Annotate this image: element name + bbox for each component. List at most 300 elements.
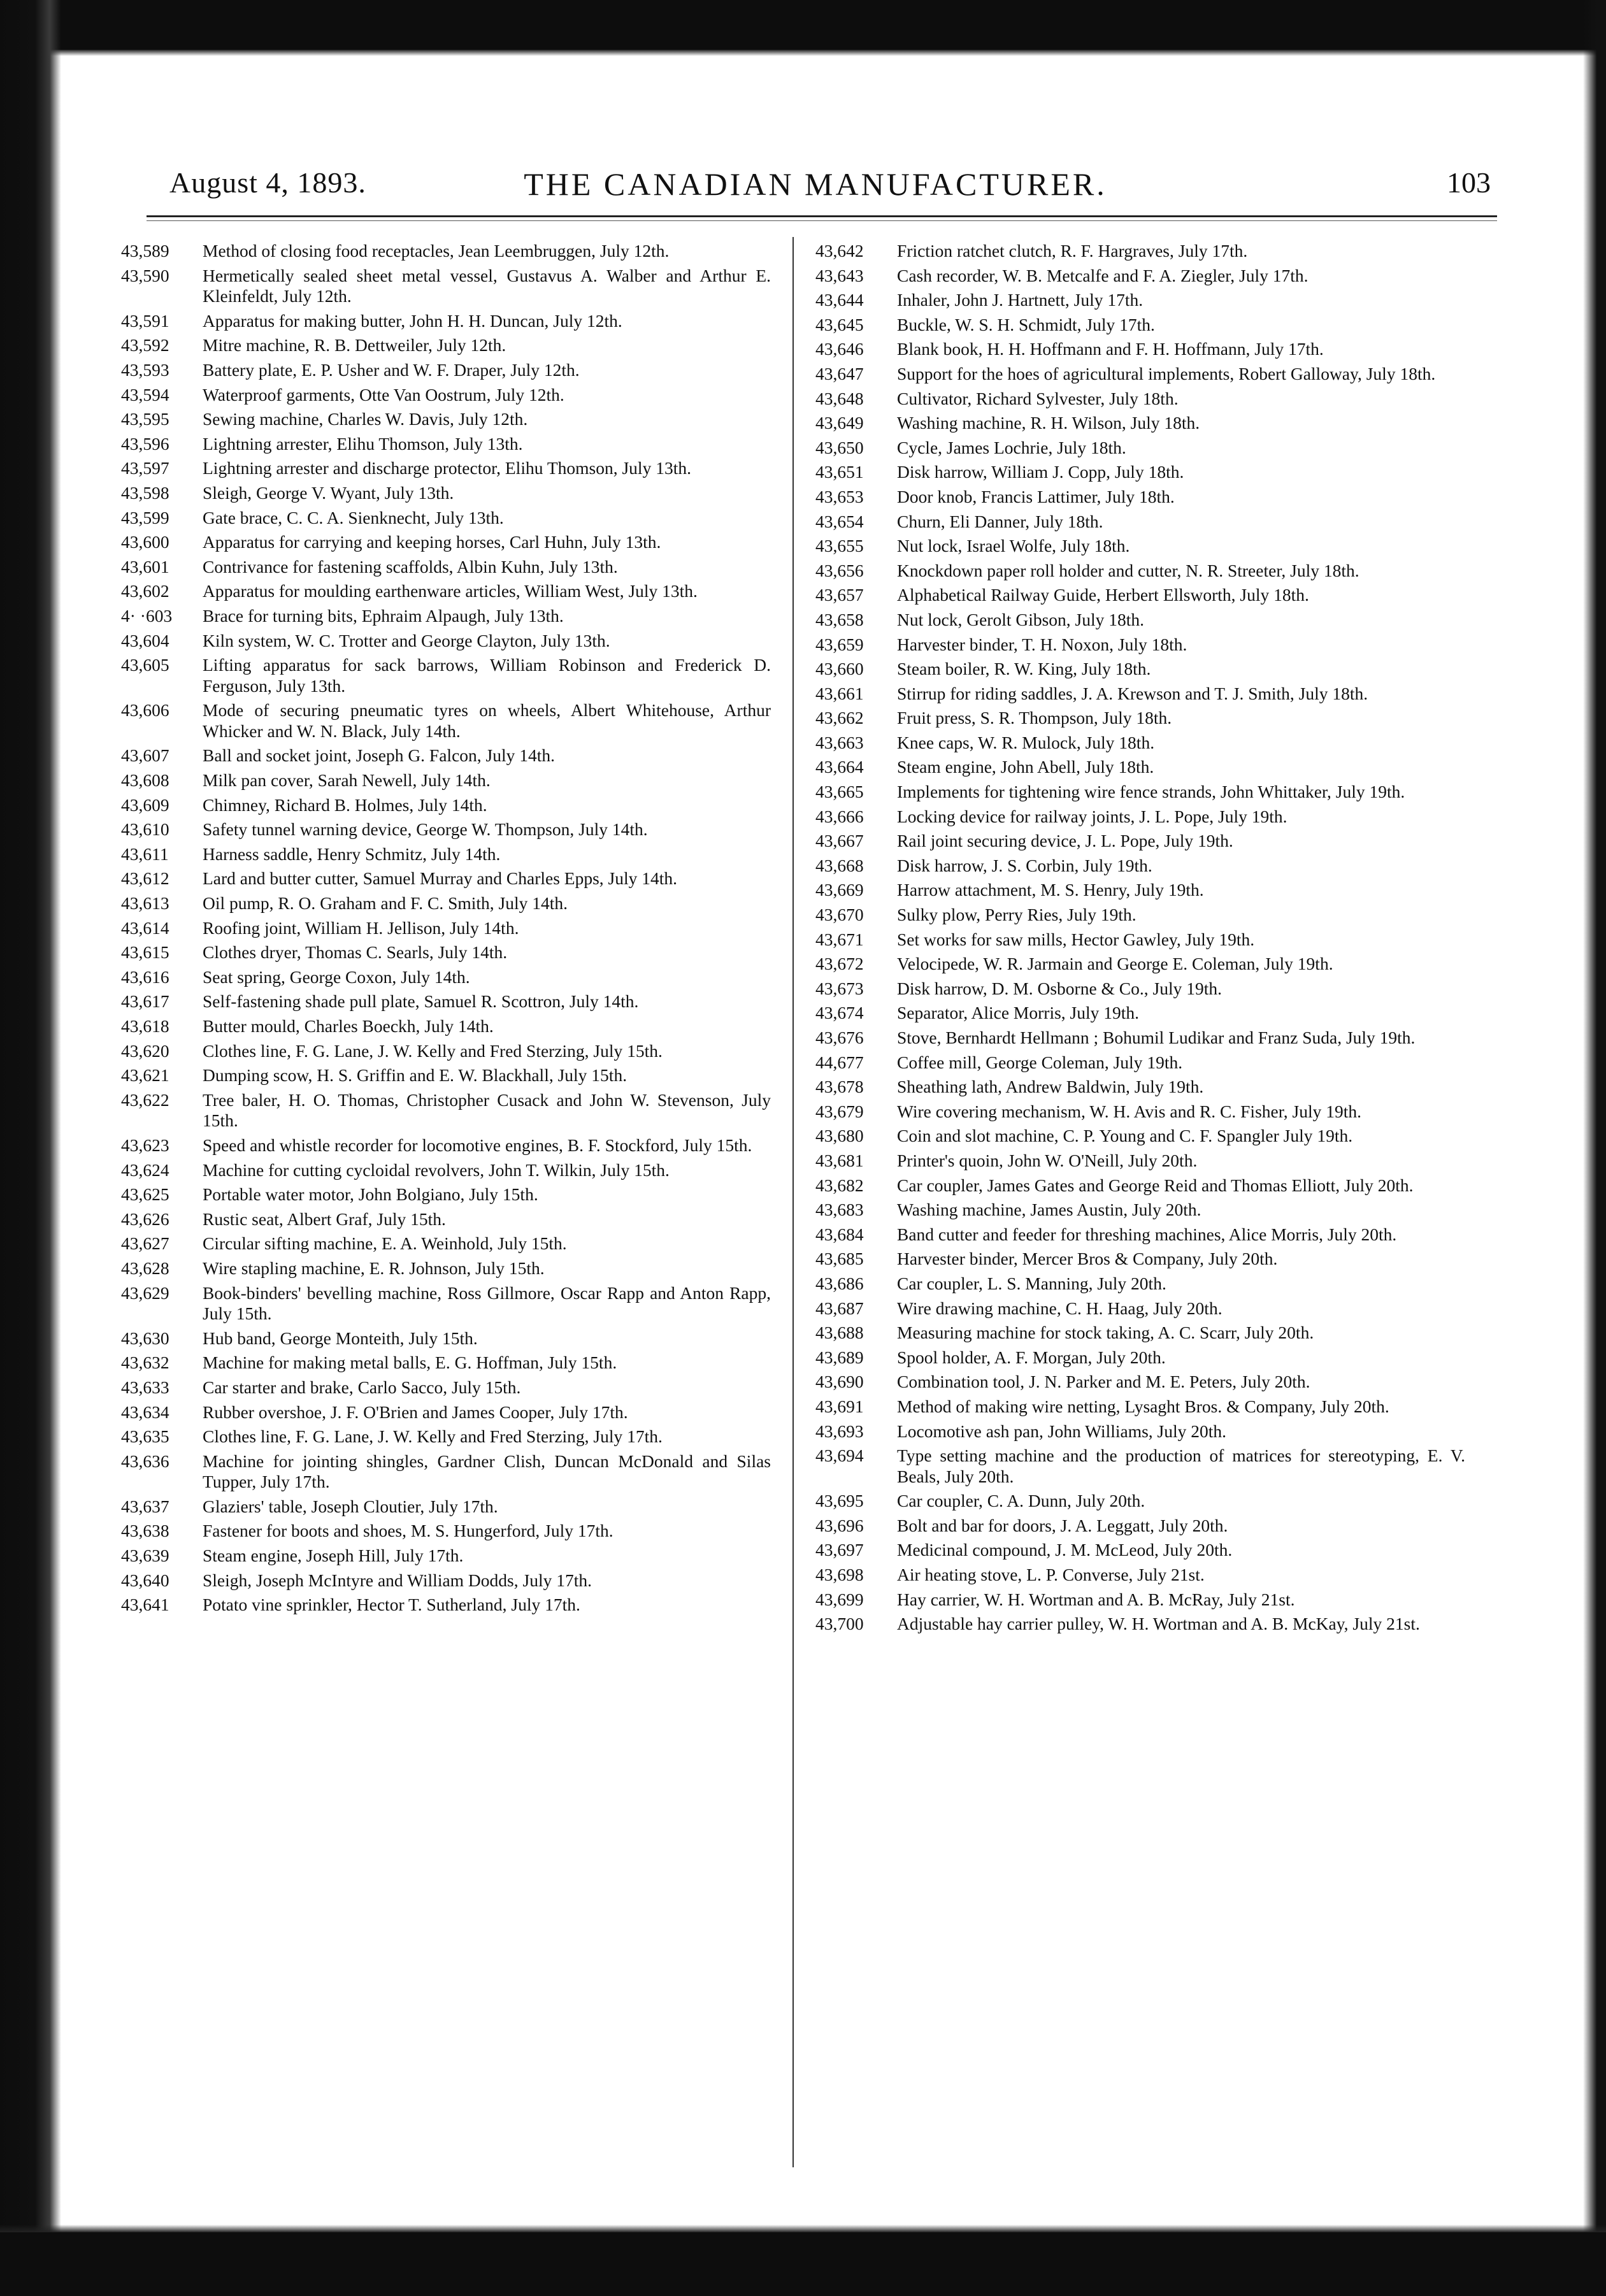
- patent-number: 43,622: [121, 1089, 169, 1110]
- patent-description: Coin and slot machine, C. P. Young and C. F. Spangler July 19th.: [897, 1126, 1353, 1146]
- patent-entry: [815, 684, 1465, 705]
- patent-number: 43,685: [815, 1249, 864, 1269]
- patent-entry: [815, 1224, 1465, 1245]
- patent-entry: [815, 1540, 1465, 1561]
- patent-description: Chimney, Richard B. Holmes, July 14th.: [203, 794, 487, 815]
- patent-number: 43,644: [815, 290, 864, 310]
- patent-entry: [815, 536, 1465, 557]
- patent-description: Safety tunnel warning device, George W. Thompson, July 14th.: [203, 819, 648, 840]
- patent-entry: [815, 1077, 1465, 1098]
- patent-number: 43,695: [815, 1491, 864, 1511]
- patent-description: Kiln system, W. C. Trotter and George Clayton, July 13th.: [203, 630, 610, 650]
- patent-entry: [121, 1065, 771, 1086]
- patent-entry: [815, 1028, 1465, 1049]
- patent-number: 43,697: [815, 1540, 864, 1560]
- patent-entry: [121, 266, 771, 307]
- patent-description: Wire covering mechanism, W. H. Avis and R. C. Fisher, July 19th.: [897, 1101, 1362, 1121]
- patent-entry: [121, 1570, 771, 1591]
- patent-description: Fruit press, S. R. Thompson, July 18th.: [897, 708, 1172, 728]
- scan-border-right: [1583, 0, 1606, 2296]
- patent-number: 43,654: [815, 511, 864, 531]
- patent-entry: [815, 389, 1465, 410]
- patent-description: Harvester binder, Mercer Bros & Company, July 20th.: [897, 1249, 1278, 1269]
- patent-number: 43,657: [815, 585, 864, 605]
- patent-entry: [121, 1090, 771, 1131]
- patent-number: 43,635: [121, 1426, 169, 1447]
- patent-number: 43,641: [121, 1595, 169, 1615]
- patent-number: 43,674: [815, 1003, 864, 1023]
- patent-number: 43,684: [815, 1224, 864, 1244]
- patent-number: 43,683: [815, 1200, 864, 1220]
- patent-number: 43,593: [121, 359, 169, 380]
- patent-number: 43,612: [121, 868, 169, 889]
- patent-entry: [121, 557, 771, 578]
- patent-entry: [815, 659, 1465, 680]
- patent-entry: [815, 831, 1465, 852]
- patent-entry: [121, 1521, 771, 1542]
- patent-entry: [121, 581, 771, 602]
- patent-description: Tree baler, H. O. Thomas, Christopher Cusack and John W. Stevenson, July 15th.: [203, 1089, 771, 1131]
- patent-number: 43,700: [815, 1614, 864, 1634]
- patent-description: Oil pump, R. O. Graham and F. C. Smith, July 14th.: [203, 893, 568, 914]
- patent-description: Harness saddle, Henry Schmitz, July 14th.: [203, 843, 501, 864]
- patent-entry: [815, 1516, 1465, 1537]
- patent-entry: [121, 1451, 771, 1493]
- patent-entry: [815, 266, 1465, 287]
- patent-description: Battery plate, E. P. Usher and W. F. Draper, July 12th.: [203, 359, 580, 380]
- patent-description: Machine for jointing shingles, Gardner Clish, Duncan McDonald and Silas Tupper, July 17th.: [203, 1451, 771, 1492]
- patent-number: 43,668: [815, 855, 864, 875]
- patent-entry: [815, 1274, 1465, 1295]
- patent-description: Coffee mill, George Coleman, July 19th.: [897, 1052, 1183, 1072]
- patent-description: Stove, Bernhardt Hellmann ; Bohumil Ludikar and Franz Suda, July 19th.: [897, 1028, 1416, 1047]
- patent-entry: [121, 1135, 771, 1156]
- patent-entry: [815, 1372, 1465, 1393]
- patent-description: Harrow attachment, M. S. Henry, July 19th.: [897, 880, 1204, 900]
- patent-number: 43,640: [121, 1570, 169, 1590]
- patent-description: Support for the hoes of agricultural implements, Robert Galloway, July 18th.: [897, 363, 1436, 384]
- patent-entry: [815, 315, 1465, 336]
- patent-entry: [121, 1352, 771, 1374]
- patent-number: 43,649: [815, 413, 864, 433]
- patent-number: 43,650: [815, 437, 864, 457]
- patent-entry: [121, 770, 771, 791]
- patent-entry: [121, 360, 771, 381]
- patent-number: 43,672: [815, 954, 864, 974]
- patent-entry: [815, 757, 1465, 778]
- patent-entry: [815, 979, 1465, 1000]
- patent-number: 43,613: [121, 893, 169, 914]
- patent-description: Rubber overshoe, J. F. O'Brien and James Cooper, July 17th.: [203, 1402, 628, 1422]
- patent-description: Roofing joint, William H. Jellison, July 14th.: [203, 917, 519, 938]
- patent-entry: [815, 1347, 1465, 1368]
- patent-number: 43,653: [815, 486, 864, 506]
- patent-entry: [121, 1160, 771, 1181]
- patent-number: 43,609: [121, 794, 169, 815]
- patent-description: Ball and socket joint, Joseph G. Falcon, July 14th.: [203, 745, 556, 766]
- patent-entry: [121, 1283, 771, 1324]
- patent-entry: [815, 1052, 1465, 1073]
- patent-number: 43,611: [121, 843, 169, 864]
- patent-number: 43,648: [815, 388, 864, 408]
- patent-description: Car coupler, L. S. Manning, July 20th.: [897, 1273, 1166, 1293]
- patent-description: Steam engine, Joseph Hill, July 17th.: [203, 1546, 464, 1566]
- patent-entry: [815, 1298, 1465, 1319]
- patent-entry: [121, 241, 771, 262]
- patent-entry: [121, 655, 771, 696]
- patent-entry: [815, 1003, 1465, 1024]
- patent-entry: [121, 606, 771, 627]
- patent-description: Book-binders' bevelling machine, Ross Gillmore, Oscar Rapp and Anton Rapp, July 15th.: [203, 1282, 771, 1324]
- patent-number: 43,620: [121, 1040, 169, 1061]
- patent-number: 43,628: [121, 1258, 169, 1278]
- patent-entry: [121, 868, 771, 889]
- patent-description: Nut lock, Israel Wolfe, July 18th.: [897, 536, 1130, 556]
- patent-description: Washing machine, James Austin, July 20th.: [897, 1200, 1201, 1220]
- patent-number: 43,662: [815, 708, 864, 728]
- patent-description: Mode of securing pneumatic tyres on wheels, Albert Whitehouse, Arthur Whicker and W. N. Black, July 14th.: [203, 700, 771, 741]
- patent-entry: [121, 1258, 771, 1279]
- patent-entry: [121, 918, 771, 939]
- patent-entry: [815, 856, 1465, 877]
- scan-border-left: [0, 0, 61, 2296]
- patent-number: 43,617: [121, 991, 169, 1012]
- patent-number: 43,679: [815, 1101, 864, 1121]
- patent-description: Clothes line, F. G. Lane, J. W. Kelly and Fred Sterzing, July 17th.: [203, 1426, 663, 1447]
- patent-number: 43,597: [121, 458, 169, 478]
- patent-entry: [815, 413, 1465, 434]
- patent-number: 43,629: [121, 1282, 169, 1303]
- patent-description: Air heating stove, L. P. Converse, July 21st.: [897, 1565, 1205, 1585]
- patent-description: Harvester binder, T. H. Noxon, July 18th.: [897, 634, 1187, 654]
- patent-entry: [121, 700, 771, 742]
- patent-list-right-column: [815, 241, 1465, 1639]
- patent-entry: [121, 1016, 771, 1037]
- patent-entry: [121, 532, 771, 553]
- patent-entry: [815, 807, 1465, 828]
- patent-entry: [121, 1426, 771, 1447]
- patent-description: Combination tool, J. N. Parker and M. E. Peters, July 20th.: [897, 1372, 1310, 1392]
- patent-entry: [121, 483, 771, 504]
- patent-number: 43,607: [121, 745, 169, 766]
- patent-description: Self-fastening shade pull plate, Samuel R. Scottron, July 14th.: [203, 991, 639, 1012]
- patent-entry: [121, 1184, 771, 1205]
- patent-description: Lightning arrester and discharge protector, Elihu Thomson, July 13th.: [203, 458, 691, 478]
- patent-description: Implements for tightening wire fence strands, John Whittaker, July 19th.: [897, 782, 1405, 802]
- patent-entry: [815, 1101, 1465, 1123]
- column-divider: [792, 237, 794, 2167]
- patent-description: Method of closing food receptacles, Jean Leembruggen, July 12th.: [203, 241, 670, 261]
- patent-number: 43,592: [121, 335, 169, 355]
- patent-entry: [815, 290, 1465, 311]
- patent-entry: [815, 1614, 1465, 1635]
- patent-description: Fastener for boots and shoes, M. S. Hungerford, July 17th.: [203, 1521, 613, 1541]
- patent-number: 43,634: [121, 1402, 169, 1422]
- patent-number: 43,691: [815, 1396, 864, 1416]
- patent-entry: [121, 508, 771, 529]
- patent-entry: [121, 335, 771, 356]
- patent-description: Friction ratchet clutch, R. F. Hargraves, July 17th.: [897, 241, 1248, 261]
- scan-border-top: [0, 0, 1606, 50]
- patent-entry: [815, 708, 1465, 729]
- patent-entry: [815, 1323, 1465, 1344]
- patent-description: Cultivator, Richard Sylvester, July 18th.: [897, 388, 1179, 408]
- patent-number: 43,688: [815, 1323, 864, 1343]
- issue-date: August 4, 1893.: [169, 166, 366, 199]
- patent-description: Sewing machine, Charles W. Davis, July 12th.: [203, 409, 528, 429]
- patent-description: Car coupler, C. A. Dunn, July 20th.: [897, 1491, 1145, 1511]
- patent-number: 43,643: [815, 265, 864, 285]
- patent-description: Medicinal compound, J. M. McLeod, July 20th.: [897, 1540, 1233, 1560]
- patent-description: Cash recorder, W. B. Metcalfe and F. A. Ziegler, July 17th.: [897, 265, 1308, 285]
- patent-number: 43,632: [121, 1352, 169, 1373]
- patent-number: 43,624: [121, 1159, 169, 1180]
- patent-entry: [121, 434, 771, 455]
- patent-description: Hub band, George Monteith, July 15th.: [203, 1328, 478, 1348]
- patent-entry: [815, 1175, 1465, 1196]
- patent-number: 43,627: [121, 1233, 169, 1254]
- patent-number: 43,670: [815, 905, 864, 925]
- patent-number: 43,660: [815, 659, 864, 679]
- patent-number: 43,608: [121, 770, 169, 791]
- patent-number: 43,600: [121, 532, 169, 552]
- patent-description: Knee caps, W. R. Mulock, July 18th.: [897, 732, 1155, 752]
- patent-number: 43,699: [815, 1589, 864, 1609]
- patent-entry: [815, 364, 1465, 385]
- patent-description: Gate brace, C. C. A. Sienknecht, July 13th.: [203, 507, 504, 527]
- patent-description: Inhaler, John J. Hartnett, July 17th.: [897, 290, 1144, 310]
- patent-list-left-column: [121, 241, 771, 1619]
- patent-entry: [815, 1446, 1465, 1487]
- patent-number: 43,596: [121, 433, 169, 454]
- patent-number: 43,671: [815, 929, 864, 949]
- patent-number: 43,687: [815, 1298, 864, 1318]
- patent-entry: [815, 512, 1465, 533]
- patent-description: Apparatus for carrying and keeping horses, Carl Huhn, July 13th.: [203, 532, 661, 552]
- patent-number: 43,642: [815, 241, 864, 261]
- patent-entry: [815, 1151, 1465, 1172]
- patent-description: Set works for saw mills, Hector Gawley, July 19th.: [897, 929, 1255, 949]
- patent-description: Cycle, James Lochrie, July 18th.: [897, 437, 1126, 457]
- patent-description: Door knob, Francis Lattimer, July 18th.: [897, 486, 1175, 506]
- patent-description: Alphabetical Railway Guide, Herbert Ellsworth, July 18th.: [897, 585, 1309, 605]
- patent-description: Circular sifting machine, E. A. Weinhold, July 15th.: [203, 1233, 567, 1254]
- patent-number: 43,625: [121, 1184, 169, 1205]
- patent-description: Wire stapling machine, E. R. Johnson, July 15th.: [203, 1258, 545, 1278]
- patent-entry: [815, 585, 1465, 606]
- patent-description: Mitre machine, R. B. Dettweiler, July 12th.: [203, 335, 506, 355]
- patent-number: 43,689: [815, 1347, 864, 1367]
- patent-entry: [815, 929, 1465, 951]
- patent-number: 43,598: [121, 482, 169, 503]
- patent-number: 43,682: [815, 1175, 864, 1195]
- patent-entry: [121, 458, 771, 479]
- patent-number: 43,694: [815, 1446, 864, 1466]
- patent-number: 43,655: [815, 536, 864, 556]
- patent-entry: [121, 991, 771, 1012]
- patent-number: 43,590: [121, 265, 169, 285]
- patent-number: 43,602: [121, 581, 169, 601]
- patent-description: Lard and butter cutter, Samuel Murray and Charles Epps, July 14th.: [203, 868, 678, 889]
- patent-number: 43,686: [815, 1273, 864, 1293]
- patent-number: 43,663: [815, 732, 864, 752]
- patent-description: Nut lock, Gerolt Gibson, July 18th.: [897, 609, 1145, 629]
- patent-number: 43,680: [815, 1126, 864, 1146]
- patent-entry: [815, 1491, 1465, 1512]
- patent-entry: [815, 635, 1465, 656]
- patent-entry: [121, 385, 771, 406]
- header-rule-thin: [147, 220, 1497, 221]
- patent-description: Machine for making metal balls, E. G. Hoffman, July 15th.: [203, 1352, 617, 1373]
- patent-number: 43,601: [121, 556, 169, 577]
- patent-entry: [121, 1233, 771, 1254]
- patent-description: Disk harrow, D. M. Osborne & Co., July 19th.: [897, 978, 1222, 998]
- patent-description: Hay carrier, W. H. Wortman and A. B. McRay, July 21st.: [897, 1589, 1295, 1609]
- patent-description: Sleigh, Joseph McIntyre and William Dodds, July 17th.: [203, 1570, 592, 1590]
- patent-number: 43,639: [121, 1546, 169, 1566]
- patent-number: 43,659: [815, 634, 864, 654]
- patent-number: 43,667: [815, 831, 864, 851]
- patent-description: Seat spring, George Coxon, July 14th.: [203, 966, 470, 987]
- patent-description: Locking device for railway joints, J. L. Pope, July 19th.: [897, 806, 1287, 826]
- patent-description: Blank book, H. H. Hoffmann and F. H. Hoffmann, July 17th.: [897, 339, 1324, 359]
- patent-number: 43,623: [121, 1135, 169, 1155]
- patent-description: Rail joint securing device, J. L. Pope, July 19th.: [897, 831, 1233, 851]
- patent-description: Speed and whistle recorder for locomotive engines, B. F. Stockford, July 15th.: [203, 1135, 752, 1155]
- page-number: 103: [1447, 166, 1491, 199]
- patent-number: 43,610: [121, 819, 169, 840]
- patent-number: 43,591: [121, 310, 169, 331]
- patent-description: Disk harrow, J. S. Corbin, July 19th.: [897, 855, 1152, 875]
- patent-number: 43,693: [815, 1421, 864, 1441]
- patent-entry: [815, 905, 1465, 926]
- patent-entry: [121, 311, 771, 332]
- patent-number: 43,630: [121, 1328, 169, 1348]
- patent-description: Glaziers' table, Joseph Cloutier, July 17th.: [203, 1496, 498, 1516]
- patent-entry: [815, 1249, 1465, 1270]
- patent-description: Car starter and brake, Carlo Sacco, July 15th.: [203, 1377, 521, 1397]
- patent-description: Sheathing lath, Andrew Baldwin, July 19th.: [897, 1077, 1204, 1097]
- patent-entry: [815, 561, 1465, 582]
- patent-number: 43,676: [815, 1028, 864, 1047]
- patent-number: 43,656: [815, 560, 864, 580]
- patent-number: 43,661: [815, 683, 864, 703]
- patent-description: Type setting machine and the production of matrices for stereotyping, E. V. Beals, July 20th.: [897, 1446, 1465, 1486]
- patent-entry: [815, 1565, 1465, 1586]
- patent-number: 43,647: [815, 363, 864, 384]
- newspaper-page: [121, 159, 1510, 2185]
- patent-description: Clothes line, F. G. Lane, J. W. Kelly and Fred Sterzing, July 15th.: [203, 1040, 663, 1061]
- patent-description: Hermetically sealed sheet metal vessel, Gustavus A. Walber and Arthur E. Kleinfeldt, July 12th.: [203, 265, 771, 306]
- patent-number: 4· ·603: [121, 605, 173, 626]
- patent-number: 43,636: [121, 1451, 169, 1471]
- patent-description: Spool holder, A. F. Morgan, July 20th.: [897, 1347, 1166, 1367]
- patent-entry: [121, 1209, 771, 1230]
- patent-number: 43,616: [121, 966, 169, 987]
- patent-entry: [815, 1421, 1465, 1442]
- patent-description: Printer's quoin, John W. O'Neill, July 20th.: [897, 1150, 1198, 1170]
- patent-description: Lifting apparatus for sack barrows, William Robinson and Frederick D. Ferguson, July 13th.: [203, 655, 771, 696]
- patent-description: Butter mould, Charles Boeckh, July 14th.: [203, 1016, 494, 1036]
- patent-number: 43,618: [121, 1016, 169, 1036]
- patent-number: 43,678: [815, 1077, 864, 1097]
- patent-entry: [121, 942, 771, 963]
- patent-entry: [815, 954, 1465, 975]
- patent-description: Bolt and bar for doors, J. A. Leggatt, July 20th.: [897, 1515, 1228, 1535]
- patent-description: Sleigh, George V. Wyant, July 13th.: [203, 482, 454, 503]
- patent-number: 43,621: [121, 1065, 169, 1086]
- header-rule: [147, 215, 1497, 217]
- patent-description: Steam engine, John Abell, July 18th.: [897, 757, 1154, 777]
- patent-entry: [121, 745, 771, 766]
- patent-description: Measuring machine for stock taking, A. C. Scarr, July 20th.: [897, 1323, 1314, 1343]
- patent-number: 43,626: [121, 1209, 169, 1229]
- patent-description: Waterproof garments, Otte Van Oostrum, July 12th.: [203, 384, 564, 405]
- patent-description: Sulky plow, Perry Ries, July 19th.: [897, 905, 1136, 925]
- patent-description: Locomotive ash pan, John Williams, July 20th.: [897, 1421, 1227, 1441]
- patent-entry: [815, 1396, 1465, 1417]
- patent-entry: [121, 1377, 771, 1398]
- patent-number: 43,637: [121, 1496, 169, 1516]
- patent-entry: [121, 967, 771, 988]
- patent-number: 43,696: [815, 1515, 864, 1535]
- patent-description: Knockdown paper roll holder and cutter, N. R. Streeter, July 18th.: [897, 560, 1359, 580]
- patent-number: 43,595: [121, 409, 169, 429]
- patent-entry: [815, 487, 1465, 508]
- patent-entry: [815, 880, 1465, 901]
- patent-description: Stirrup for riding saddles, J. A. Krewson and T. J. Smith, July 18th.: [897, 683, 1368, 703]
- publication-title: THE CANADIAN MANUFACTURER.: [524, 166, 1107, 202]
- patent-description: Method of making wire netting, Lysaght Bros. & Company, July 20th.: [897, 1396, 1389, 1416]
- patent-entry: [121, 893, 771, 914]
- patent-entry: [815, 1126, 1465, 1147]
- patent-description: Steam boiler, R. W. King, July 18th.: [897, 659, 1151, 679]
- patent-description: Portable water motor, John Bolgiano, July 15th.: [203, 1184, 538, 1205]
- patent-number: 43,690: [815, 1372, 864, 1392]
- patent-number: 44,677: [815, 1052, 864, 1072]
- patent-description: Apparatus for making butter, John H. H. Duncan, July 12th.: [203, 310, 622, 331]
- patent-number: 43,698: [815, 1565, 864, 1585]
- patent-entry: [815, 438, 1465, 459]
- patent-number: 43,665: [815, 782, 864, 802]
- patent-entry: [815, 733, 1465, 754]
- patent-description: Contrivance for fastening scaffolds, Albin Kuhn, July 13th.: [203, 556, 618, 577]
- patent-description: Potato vine sprinkler, Hector T. Sutherland, July 17th.: [203, 1595, 580, 1615]
- patent-description: Rustic seat, Albert Graf, July 15th.: [203, 1209, 446, 1229]
- patent-entry: [121, 1496, 771, 1518]
- patent-entry: [121, 631, 771, 652]
- patent-description: Band cutter and feeder for threshing machines, Alice Morris, July 20th.: [897, 1224, 1397, 1244]
- patent-number: 43,651: [815, 462, 864, 482]
- patent-entry: [121, 795, 771, 816]
- patent-number: 43,604: [121, 630, 169, 650]
- patent-number: 43,658: [815, 609, 864, 629]
- patent-description: Separator, Alice Morris, July 19th.: [897, 1003, 1140, 1023]
- patent-entry: [815, 339, 1465, 360]
- patent-description: Churn, Eli Danner, July 18th.: [897, 511, 1103, 531]
- patent-description: Lightning arrester, Elihu Thomson, July 13th.: [203, 433, 523, 454]
- patent-entry: [815, 1200, 1465, 1221]
- patent-number: 43,606: [121, 700, 169, 721]
- patent-entry: [815, 1589, 1465, 1611]
- patent-number: 43,669: [815, 880, 864, 900]
- patent-entry: [121, 819, 771, 840]
- patent-number: 43,646: [815, 339, 864, 359]
- patent-description: Velocipede, W. R. Jarmain and George E. Coleman, July 19th.: [897, 954, 1333, 974]
- patent-description: Machine for cutting cycloidal revolvers, John T. Wilkin, July 15th.: [203, 1159, 670, 1180]
- patent-description: Wire drawing machine, C. H. Haag, July 20th.: [897, 1298, 1222, 1318]
- patent-number: 43,615: [121, 942, 169, 963]
